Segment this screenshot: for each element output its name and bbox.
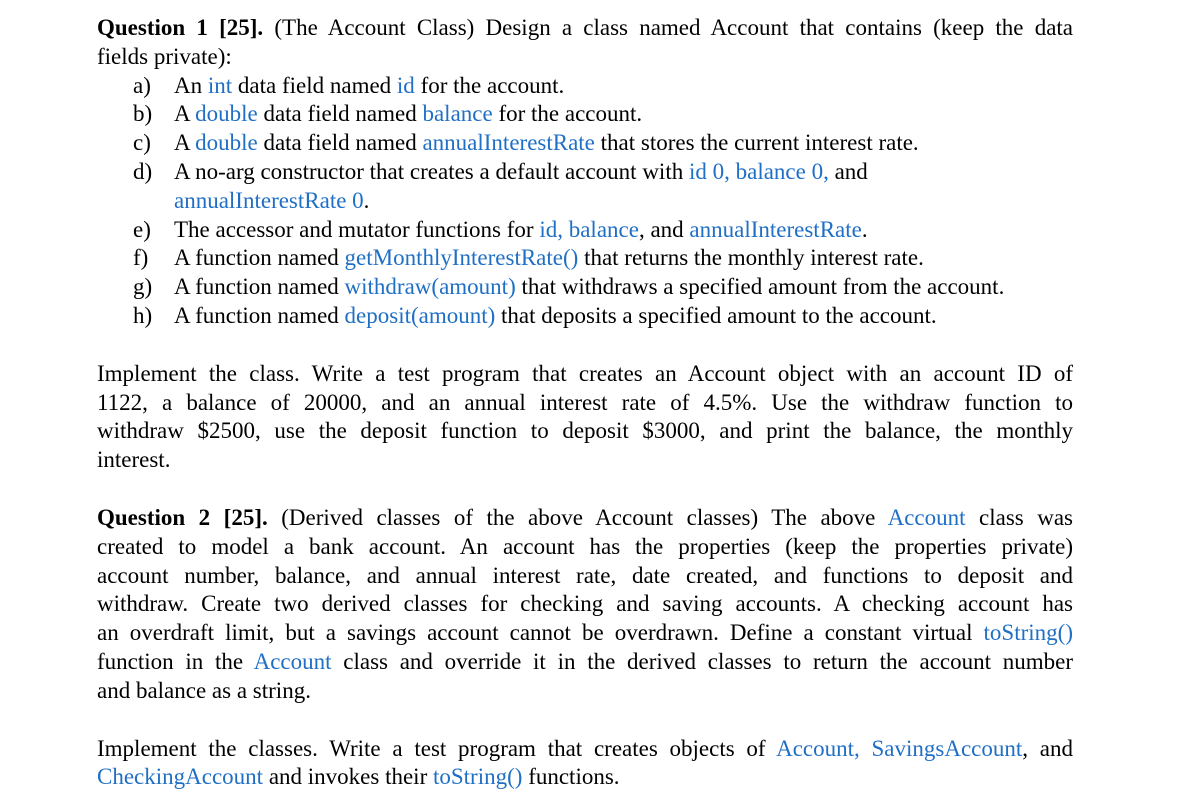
q2-heading: Question 2 [25].	[97, 504, 268, 530]
q2-implement	[97, 735, 1073, 793]
item-marker: c)	[133, 130, 151, 156]
q1-implement-line-3: withdraw $2500, use the deposit function to deposit $3000, and print the balance, the monthly	[97, 418, 1073, 444]
code-term: Account	[887, 504, 966, 530]
q2-line-2: created to model a bank account. An account has the properties (keep the properties private)	[97, 533, 1073, 559]
q1-item-e: e) The accessor and mutator functions for id, balance, and annualInterestRate.	[97, 216, 1073, 245]
spacer	[97, 331, 1073, 360]
code-term: deposit(amount)	[344, 302, 496, 328]
code-term: toString()	[432, 764, 523, 790]
q2-line-7: and balance as a string.	[97, 677, 311, 703]
document-page	[97, 14, 1073, 792]
q1-intro-line-1: Question 1 [25]. (The Account Class) Design a class named Account that contains (keep the data	[97, 15, 1073, 40]
q1-item-list	[97, 72, 1073, 331]
q1-intro-line-2: fields private):	[97, 43, 232, 69]
code-term: annualInterestRate 0	[174, 187, 364, 213]
spacer	[97, 706, 1073, 735]
code-term: id 0, balance 0,	[688, 158, 829, 184]
q1-intro	[97, 14, 1073, 72]
code-term: double	[195, 130, 258, 156]
spacer	[97, 475, 1073, 504]
item-marker: g)	[133, 274, 153, 300]
q1-item-c: c) A double data field named annualInterestRate that stores the current interest rate.	[97, 129, 1073, 158]
q2-description	[97, 504, 1073, 706]
code-term: int	[207, 72, 233, 98]
code-term: id, balance	[539, 216, 639, 242]
item-marker: f)	[133, 245, 149, 271]
q1-implement	[97, 360, 1073, 475]
code-term: getMonthlyInterestRate()	[344, 245, 579, 271]
item-marker: e)	[133, 216, 151, 242]
q1-item-d: d) A no-arg constructor that creates a default account with id 0, balance 0, and annualInterestRate 0.	[133, 158, 868, 213]
q1-heading: Question 1 [25].	[97, 15, 264, 40]
q1-item-f: f) A function named getMonthlyInterestRate() that returns the monthly interest rate.	[97, 244, 1073, 273]
code-term: double	[195, 101, 258, 127]
q1-implement-line-2: 1122, a balance of 20000, and an annual interest rate of 4.5%. Use the withdraw function to	[97, 389, 1073, 415]
q1-item-b: b) A double data field named balance for the account.	[97, 100, 1073, 129]
q2-implement-line-2: CheckingAccount and invokes their toString() functions.	[97, 764, 620, 790]
code-term: id	[396, 72, 415, 98]
item-marker: b)	[133, 101, 153, 127]
code-term: CheckingAccount	[97, 764, 264, 790]
code-term: Account, SavingsAccount	[776, 735, 1023, 761]
q2-line-3: account number, balance, and annual interest rate, date created, and functions to deposit and	[97, 562, 1073, 588]
code-term: Account	[253, 648, 332, 674]
q1-implement-line-4: interest.	[97, 447, 171, 473]
code-term: balance	[422, 101, 493, 127]
item-marker: d)	[133, 158, 153, 184]
code-term: annualInterestRate	[422, 130, 595, 156]
code-term: annualInterestRate	[689, 216, 862, 242]
q1-item-h: h) A function named deposit(amount) that deposits a specified amount to the account.	[97, 302, 1073, 331]
code-term: withdraw(amount)	[344, 274, 516, 300]
q2-line-1: Question 2 [25]. (Derived classes of the above Account classes) The above Account class was	[97, 504, 1073, 530]
item-marker: h)	[133, 302, 153, 328]
q1-implement-line-1: Implement the class. Write a test program that creates an Account object with an account ID of	[97, 360, 1073, 386]
q1-item-a: a) An int data field named id for the account.	[97, 72, 1073, 101]
q2-line-4: withdraw. Create two derived classes for checking and saving accounts. A checking account has	[97, 591, 1073, 617]
q1-item-g: g) A function named withdraw(amount) that withdraws a specified amount from the account.	[97, 273, 1073, 302]
q2-line-5: an overdraft limit, but a savings account cannot be overdrawn. Define a constant virtual toString()	[97, 620, 1073, 646]
item-marker: a)	[133, 72, 151, 98]
q2-line-6: function in the Account class and override it in the derived classes to return the account number	[97, 648, 1074, 674]
code-term: toString()	[983, 620, 1073, 646]
q2-implement-line-1: Implement the classes. Write a test program that creates objects of Account, SavingsAccount, and	[97, 735, 1073, 761]
